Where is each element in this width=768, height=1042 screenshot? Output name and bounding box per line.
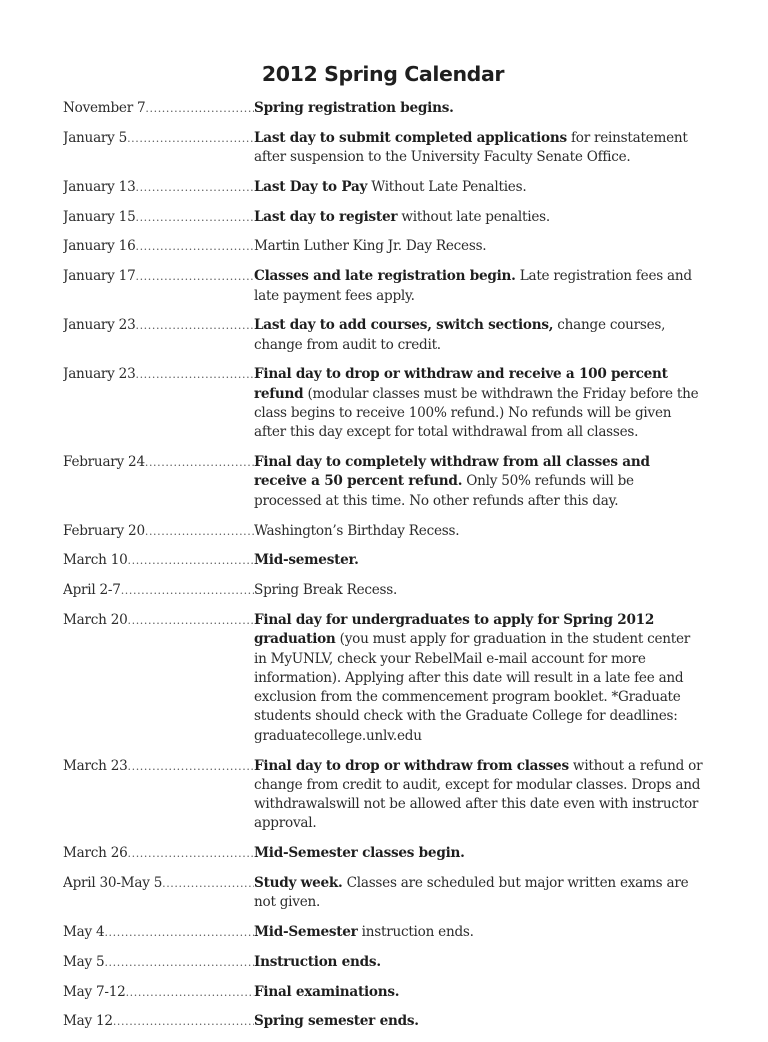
calendar-entry bbox=[63, 208, 703, 227]
entry-regular-text: for reinstatement after suspension to the University Faculty Senate Office. bbox=[254, 129, 688, 166]
calendar-entry bbox=[63, 237, 703, 256]
calendar-entry bbox=[63, 267, 703, 306]
entry-date bbox=[63, 581, 254, 600]
dot-leader bbox=[135, 178, 254, 197]
dot-leader bbox=[113, 1012, 254, 1031]
dot-leader bbox=[135, 237, 254, 256]
entry-date bbox=[63, 983, 254, 1002]
entry-description bbox=[254, 237, 703, 256]
dot-leader bbox=[135, 365, 254, 384]
entry-description bbox=[254, 983, 703, 1002]
entry-description bbox=[254, 208, 703, 227]
entry-regular-text: change courses, change from audit to credit. bbox=[254, 317, 666, 353]
dot-leader bbox=[104, 953, 254, 972]
entry-bold-text: Spring semester ends. bbox=[254, 1013, 419, 1030]
entry-date-text: January 16 bbox=[63, 238, 136, 255]
entry-description bbox=[254, 129, 703, 168]
entry-date bbox=[63, 267, 254, 286]
dot-leader bbox=[135, 267, 254, 286]
entry-date bbox=[63, 953, 254, 972]
entry-regular-text: Washington’s Birthday Recess. bbox=[254, 522, 460, 539]
entry-description bbox=[254, 365, 703, 442]
entry-bold-text: Last Day to Pay bbox=[254, 178, 368, 195]
calendar-entry bbox=[63, 365, 703, 442]
calendar-entry bbox=[63, 844, 703, 863]
entry-description bbox=[254, 844, 703, 863]
entry-date-text: March 20 bbox=[63, 611, 128, 628]
entry-date-text: January 5 bbox=[63, 129, 128, 146]
dot-leader bbox=[135, 208, 254, 227]
entry-date bbox=[63, 611, 254, 630]
dot-leader bbox=[145, 99, 254, 118]
entry-date bbox=[63, 178, 254, 197]
entry-date-text: May 12 bbox=[63, 1013, 113, 1030]
entry-description bbox=[254, 953, 703, 972]
dot-leader bbox=[121, 581, 254, 600]
entry-description bbox=[254, 611, 703, 746]
entry-bold-text: Study week. bbox=[254, 875, 343, 891]
entry-date-text: January 15 bbox=[63, 208, 136, 225]
entry-date bbox=[63, 522, 254, 541]
entry-description bbox=[254, 178, 703, 197]
entry-date-text: April 2-7 bbox=[63, 582, 121, 599]
entry-date bbox=[63, 99, 254, 118]
entry-date-text: April 30-May 5 bbox=[63, 875, 163, 891]
entry-date bbox=[63, 551, 254, 570]
entry-regular-text: Without Late Penalties. bbox=[367, 178, 527, 195]
entry-description bbox=[254, 267, 703, 306]
entry-bold-text: Spring registration begins. bbox=[254, 100, 454, 116]
entry-date-text: May 7-12 bbox=[63, 983, 126, 1000]
entry-bold-text: Final day to drop or withdraw and receive a 100 percent refund bbox=[254, 366, 668, 402]
entry-regular-text: Spring Break Recess. bbox=[254, 582, 398, 599]
dot-leader bbox=[128, 757, 254, 776]
dot-leader bbox=[128, 844, 254, 863]
entry-bold-text: Mid-semester. bbox=[254, 552, 359, 569]
entry-regular-text: Only 50% refunds will be processed at this time. No other refunds after this day. bbox=[254, 473, 634, 509]
entry-bold-text: Final day to drop or withdraw from classes bbox=[254, 757, 569, 774]
entry-bold-text: Mid-Semester classes begin. bbox=[254, 845, 465, 862]
calendar-entry bbox=[63, 923, 703, 942]
dot-leader bbox=[128, 611, 254, 630]
dot-leader bbox=[135, 316, 254, 335]
calendar-entry bbox=[63, 99, 703, 118]
entry-description bbox=[254, 1012, 703, 1031]
calendar-entry bbox=[63, 983, 703, 1002]
calendar-entry bbox=[63, 874, 703, 913]
dot-leader bbox=[128, 551, 254, 570]
entry-bold-text: Final examinations. bbox=[254, 983, 400, 1000]
entry-date bbox=[63, 237, 254, 256]
calendar-entry bbox=[63, 453, 703, 511]
page-title: 2012 Spring Calendar bbox=[261, 62, 505, 86]
calendar-entry bbox=[63, 1012, 703, 1031]
entry-date bbox=[63, 923, 254, 942]
calendar-entry bbox=[63, 757, 703, 834]
entry-regular-text: without late penalties. bbox=[397, 208, 550, 225]
calendar-entry bbox=[63, 953, 703, 972]
entry-date bbox=[63, 208, 254, 227]
dot-leader bbox=[127, 129, 254, 148]
entry-date-text: March 23 bbox=[63, 757, 128, 774]
entry-date bbox=[63, 316, 254, 335]
entry-regular-text: instruction ends. bbox=[357, 924, 474, 941]
entry-date bbox=[63, 129, 254, 148]
calendar-entry bbox=[63, 522, 703, 541]
calendar-entry bbox=[63, 129, 703, 168]
entry-regular-text: (you must apply for graduation in the student center in MyUNLV, check your RebelMail e-mail account for more information). Applying after this date will result in a late fee and exclusion from the commencement program booklet. *Graduate students should check with the Graduate College for deadlines: graduatecollege.unlv.edu bbox=[254, 631, 691, 744]
entry-date-text: May 4 bbox=[63, 924, 105, 941]
entry-bold-text: Mid-Semester bbox=[254, 924, 358, 941]
dot-leader bbox=[162, 874, 254, 893]
entry-date bbox=[63, 1012, 254, 1031]
dot-leader bbox=[145, 522, 254, 541]
entry-description bbox=[254, 522, 703, 541]
entry-date-text: March 26 bbox=[63, 845, 128, 862]
entry-description bbox=[254, 874, 703, 913]
entry-bold-text: Classes and late registration begin. bbox=[254, 268, 516, 285]
calendar-entry bbox=[63, 316, 703, 355]
entry-date-text: January 23 bbox=[63, 366, 136, 383]
calendar-entry bbox=[63, 551, 703, 570]
entry-regular-text: Classes are scheduled but major written exams are not given. bbox=[254, 875, 689, 911]
dot-leader bbox=[104, 923, 254, 942]
dot-leader bbox=[145, 453, 254, 472]
calendar-entries bbox=[63, 99, 703, 1042]
entry-date-text: January 17 bbox=[63, 268, 136, 285]
entry-bold-text: Last day to register bbox=[254, 208, 398, 225]
entry-regular-text: (modular classes must be withdrawn the Friday before the class begins to receive 100% refund.) No refunds will be given after this day except for total withdrawal from all classes. bbox=[254, 385, 699, 441]
entry-bold-text: Instruction ends. bbox=[254, 953, 381, 970]
calendar-entry bbox=[63, 178, 703, 197]
entry-bold-text: Final day to completely withdraw from all classes and receive a 50 percent refund. bbox=[254, 454, 650, 490]
entry-date bbox=[63, 874, 254, 893]
entry-date bbox=[63, 453, 254, 472]
entry-date-text: May 5 bbox=[63, 953, 105, 970]
entry-regular-text: without a refund or change from credit to audit, except for modular classes. Drops and withdrawalswill not be allowed after this date even with instructor approval. bbox=[254, 757, 703, 832]
calendar-entry bbox=[63, 611, 703, 746]
entry-date-text: February 24 bbox=[63, 454, 145, 471]
entry-date-text: November 7 bbox=[63, 100, 146, 116]
entry-description bbox=[254, 316, 703, 355]
entry-bold-text: Last day to submit completed applications bbox=[254, 129, 567, 146]
entry-regular-text: Late registration fees and late payment fees apply. bbox=[254, 268, 692, 304]
entry-bold-text: Final day for undergraduates to apply for Spring 2012 graduation bbox=[254, 611, 655, 648]
entry-description bbox=[254, 581, 703, 600]
entry-description bbox=[254, 757, 703, 834]
entry-date-text: January 23 bbox=[63, 317, 136, 334]
entry-bold-text: Last day to add courses, switch sections, bbox=[254, 317, 554, 334]
entry-date bbox=[63, 757, 254, 776]
dot-leader bbox=[126, 983, 254, 1002]
entry-description bbox=[254, 453, 703, 511]
calendar-entry bbox=[63, 581, 703, 600]
entry-description bbox=[254, 923, 703, 942]
entry-date-text: January 13 bbox=[63, 178, 136, 195]
entry-description bbox=[254, 551, 703, 570]
entry-date bbox=[63, 844, 254, 863]
entry-date bbox=[63, 365, 254, 384]
entry-date-text: March 10 bbox=[63, 552, 128, 569]
entry-regular-text: Martin Luther King Jr. Day Recess. bbox=[254, 238, 487, 255]
entry-description bbox=[254, 99, 703, 118]
entry-date-text: February 20 bbox=[63, 522, 145, 539]
